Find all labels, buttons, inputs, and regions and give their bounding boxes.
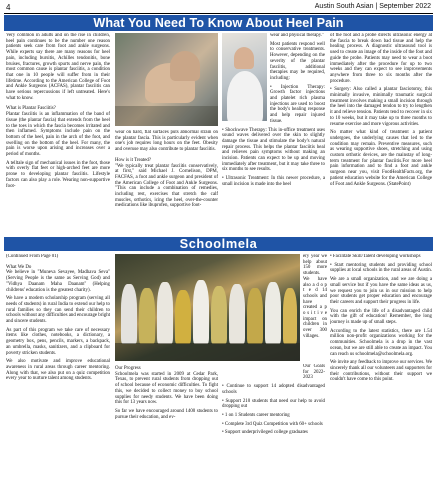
- subhead-our-progress: Our Progress: [115, 366, 141, 371]
- paragraph: • Surgery: Also called a plantar fasciotomy, this minimally invasive, minimally traumatic surgical treatment involves making a small incision through the heel into the damaged tendon to try to lengthen it and relieve tension. Patients tend to recover in six to 10 weeks, but it may take up to three months to resume exercise and more vigorous activities.: [330, 87, 432, 127]
- heel-pain-column-3: [222, 33, 325, 233]
- student-figure: [247, 288, 263, 344]
- paragraph: We also motivate and improve educational awareness in rural areas through career mentoring. Along with that, we also put on a quiz competition every year to nurture talent among students.: [6, 359, 110, 382]
- schoolmela-column-3: [222, 364, 325, 478]
- student-figure: [265, 282, 281, 344]
- paragraph: You can enrich the life of a disadvantaged child with the gift of education! Remember, the long journey is made up of small steps.: [330, 308, 432, 326]
- paragraph: A telltale sign of mechanical issues in the foot, those with overly flat feet or high-arched feet are more prone to developing plantar fasciitis. Lifestyle factors can also play a role. Wearing non-supportive foot-: [6, 160, 110, 189]
- list-item: • 1 on 1 Students career mentoring: [222, 412, 290, 418]
- paragraph: So far we have encouraged around 1400 students to pursue their education, and ev-: [115, 408, 218, 420]
- heel-pain-photo: [115, 33, 218, 126]
- paragraph: According to the latest statistics, there are 1.54 million non-profit organizations working for the communities. Schoolmela is a drop in the vast ocean, but we are still able to create an impact. You can reach us schoolmela@schoolmela.org.: [330, 328, 432, 357]
- schoolmela-column-2: [115, 364, 218, 478]
- paragraph: We have a modern scholarship program (serving all needs of students) in rural India to extend our help to rural families so they can send their children to schools without any difficulties and encourage bright and sincere students.: [6, 296, 110, 325]
- publication-line: Austin South Asian | September 2022: [314, 3, 431, 10]
- heel-pain-column-1: [6, 33, 110, 233]
- list-item: • Support underprivileged college graduates: [222, 430, 308, 436]
- schoolmela-column-1: [6, 254, 110, 478]
- paragraph: We are a small organization, and we are doing a small service but if you have the same ideas as us, we request you to join us in our mission to help poor students get proper education and encourage their careers and support their progress in life.: [330, 277, 432, 305]
- list-item: • Continue to support 14 adopted disadvantaged schools: [222, 384, 325, 395]
- hand-shape: [170, 51, 200, 81]
- list-item: • Facilitate Skill/Talent developing workshops: [330, 254, 421, 259]
- paragraph: As part of this program we take care of necessary items like clothes, notebooks, a dictionary, a geometry box, pens, pencils, markers, a backpack, an umbrella, masks, sanitizers, and a clipboard for poverty stricken students.: [6, 327, 110, 356]
- paragraph: Our Goals for 2022-2023: [303, 364, 325, 381]
- paragraph: • Shockwave Therapy: This in-office treatment uses sound waves delivered over the skin to slightly damage the tissue and stimulate the body's natural repair process. This helps the plantar fasciitis heal and relieves pain symptoms without making an incision. Patients can expect to be up and moving immediately after treatment, but it may take three to six months to see results.: [222, 127, 325, 173]
- header-rule: [4, 13, 433, 14]
- paragraph: (Continued From Page 01): [6, 254, 59, 259]
- subhead-treated: How is it Treated?: [115, 157, 151, 163]
- paragraph: No matter what kind of treatment a patient undergoes, the underlying causes that led to the condition may remain. Preventive measures, such as wearing supportive shoes, stretching and using custom orthotic devices, are the mainstay of long-term treatment for plantar fasciitis.For more heel pain information and to find a foot and ankle surgeon near you, visit FootHealthFacts.org, the patient education website for the American College of Foot and Ankle Surgeons. (StatePoint): [330, 130, 432, 187]
- paragraph: Most patients respond well to conservative treatments. However, depending on the severity of the plantar fasciitis, additional therapies may be required, including:: [270, 41, 325, 81]
- paragraph: • Ultrasonic Treatment: In this newer procedure, a small incision is made into the heel: [222, 176, 325, 187]
- article-heel-pain-title: What You Need To Know About Heel Pain: [4, 15, 433, 31]
- list-item: • Support 210 students that need our help to avoid dropping out: [222, 398, 325, 410]
- paragraph: wear on hard, flat surfaces puts abnormal strain on the plantar fascia. This is particularly evident when one's job requires long hours on the feet. Obesity and overuse may also contribute to plantar fasciitis.: [115, 130, 218, 153]
- photo-floor: [115, 106, 218, 126]
- schoolmela-column-4: [330, 254, 432, 478]
- paragraph: of the foot and a probe directs ultrasonic energy at the fascia to break down bad tissue and help the healing process. A diagnostic ultrasound tool is used to create an image of the inside of the foot and guide the probe. Patients may need to wear a boot immediately after the procedure for up to two weeks and they can expect to see improvements anywhere from three to six months after the procedure.: [330, 33, 432, 84]
- student-figure: [157, 282, 173, 344]
- paragraph: Very common in adults and on the rise in children, heel pain continues to be the number one reason patients seek care from foot and ankle surgeons. While experts say there are many reasons for heel pain, including bursitis, Achilles tendonitis, bone bruises, fractures, growth spurts and nerve pain, the most common cause is plantar fasciitis, a condition that one in 10 people will suffer from in their lifetime. According to the American College of Foot and Ankle Surgeons (ACFAS), plantar fasciitis can have serious repercussions if left untreated. Here's what to know.: [6, 33, 110, 101]
- subhead-what-is: What is Plantar Fasciitis?: [6, 106, 56, 112]
- photo-ground: [115, 343, 300, 361]
- paragraph: ery year we help about 150 more students. We have also a d o p t e d 14 schools and have created a p o s i t i v e impact on children in over 300 villages.: [303, 254, 327, 339]
- students-group-photo: [115, 254, 300, 361]
- student-figure: [175, 290, 191, 344]
- student-figure: [193, 280, 209, 344]
- paragraph: • Injection Therapy: Growth factor injections and platelet rich plasma injections are used to boost the body's healing response and help repair injured tissue.: [270, 84, 325, 124]
- list-item: • Complete 3rd Quiz Competition with 60+ schools: [222, 421, 323, 427]
- paragraph: Plantar fasciitis is an inflammation of the band of tissue (the plantar fascia) that extends from the heel to the toes in which the fascia becomes irritated and then inflamed. Symptoms include pain on the bottom of the heel, pain in the arch of the foot, and swelling on the bottom of the heel. For many, the pain is worse upon arising and increases over a period of months.: [6, 112, 110, 158]
- page-number: 4: [6, 3, 11, 12]
- paragraph: We invite any feedback to improve our services. We sincerely thank all our volunteers and supporters for their contributions, without their support we couldn't have come to this point.: [330, 360, 432, 383]
- subhead-what-we-do: What We Do: [6, 264, 32, 270]
- schoolmela-column-3-top: [303, 254, 327, 362]
- paragraph: We believe in "Muneva Sevayee, Madhava Seva" (Serving People is the same as Serving God) and "Vidhya Daanam Maha Daanam" (Helping childrens' education is the greatest charity).: [6, 270, 110, 293]
- student-figure: [121, 284, 137, 344]
- student-figure: [139, 288, 155, 344]
- student-figure: [211, 286, 227, 344]
- student-figure: [283, 288, 297, 344]
- heel-pain-column-2: [115, 130, 218, 233]
- paragraph: Schoolmela was started in 2009 at Cedar Park, Texas, to prevent rural students from dropping out of school because of economic difficulties. To fight this, we decided to collect money to buy school supplies for needy students. We have been doing this for 13 years now.: [115, 371, 218, 406]
- heel-pain-column-4: [330, 33, 432, 233]
- article-schoolmela-title: Schoolmela: [4, 237, 433, 251]
- list-item: • Start mentoring students and providing school supplies at local schools in the rural areas of Austin.: [330, 262, 432, 274]
- student-figure: [229, 284, 245, 344]
- paragraph: "We typically treat plantar fasciitis conservatively, at first," said Michael J. Cornelison, DPM, FACFAS, a foot and ankle surgeon and president of the American College of Foot and Ankle Surgeons. "This can include a combination of remedies, including rest, exercises that stretch the calf muscles, orthotics, icing the heel, over-the-counter medications like ibuprofen, supportive foot-: [115, 163, 218, 209]
- paragraph: wear and physical therapy.": [270, 33, 325, 38]
